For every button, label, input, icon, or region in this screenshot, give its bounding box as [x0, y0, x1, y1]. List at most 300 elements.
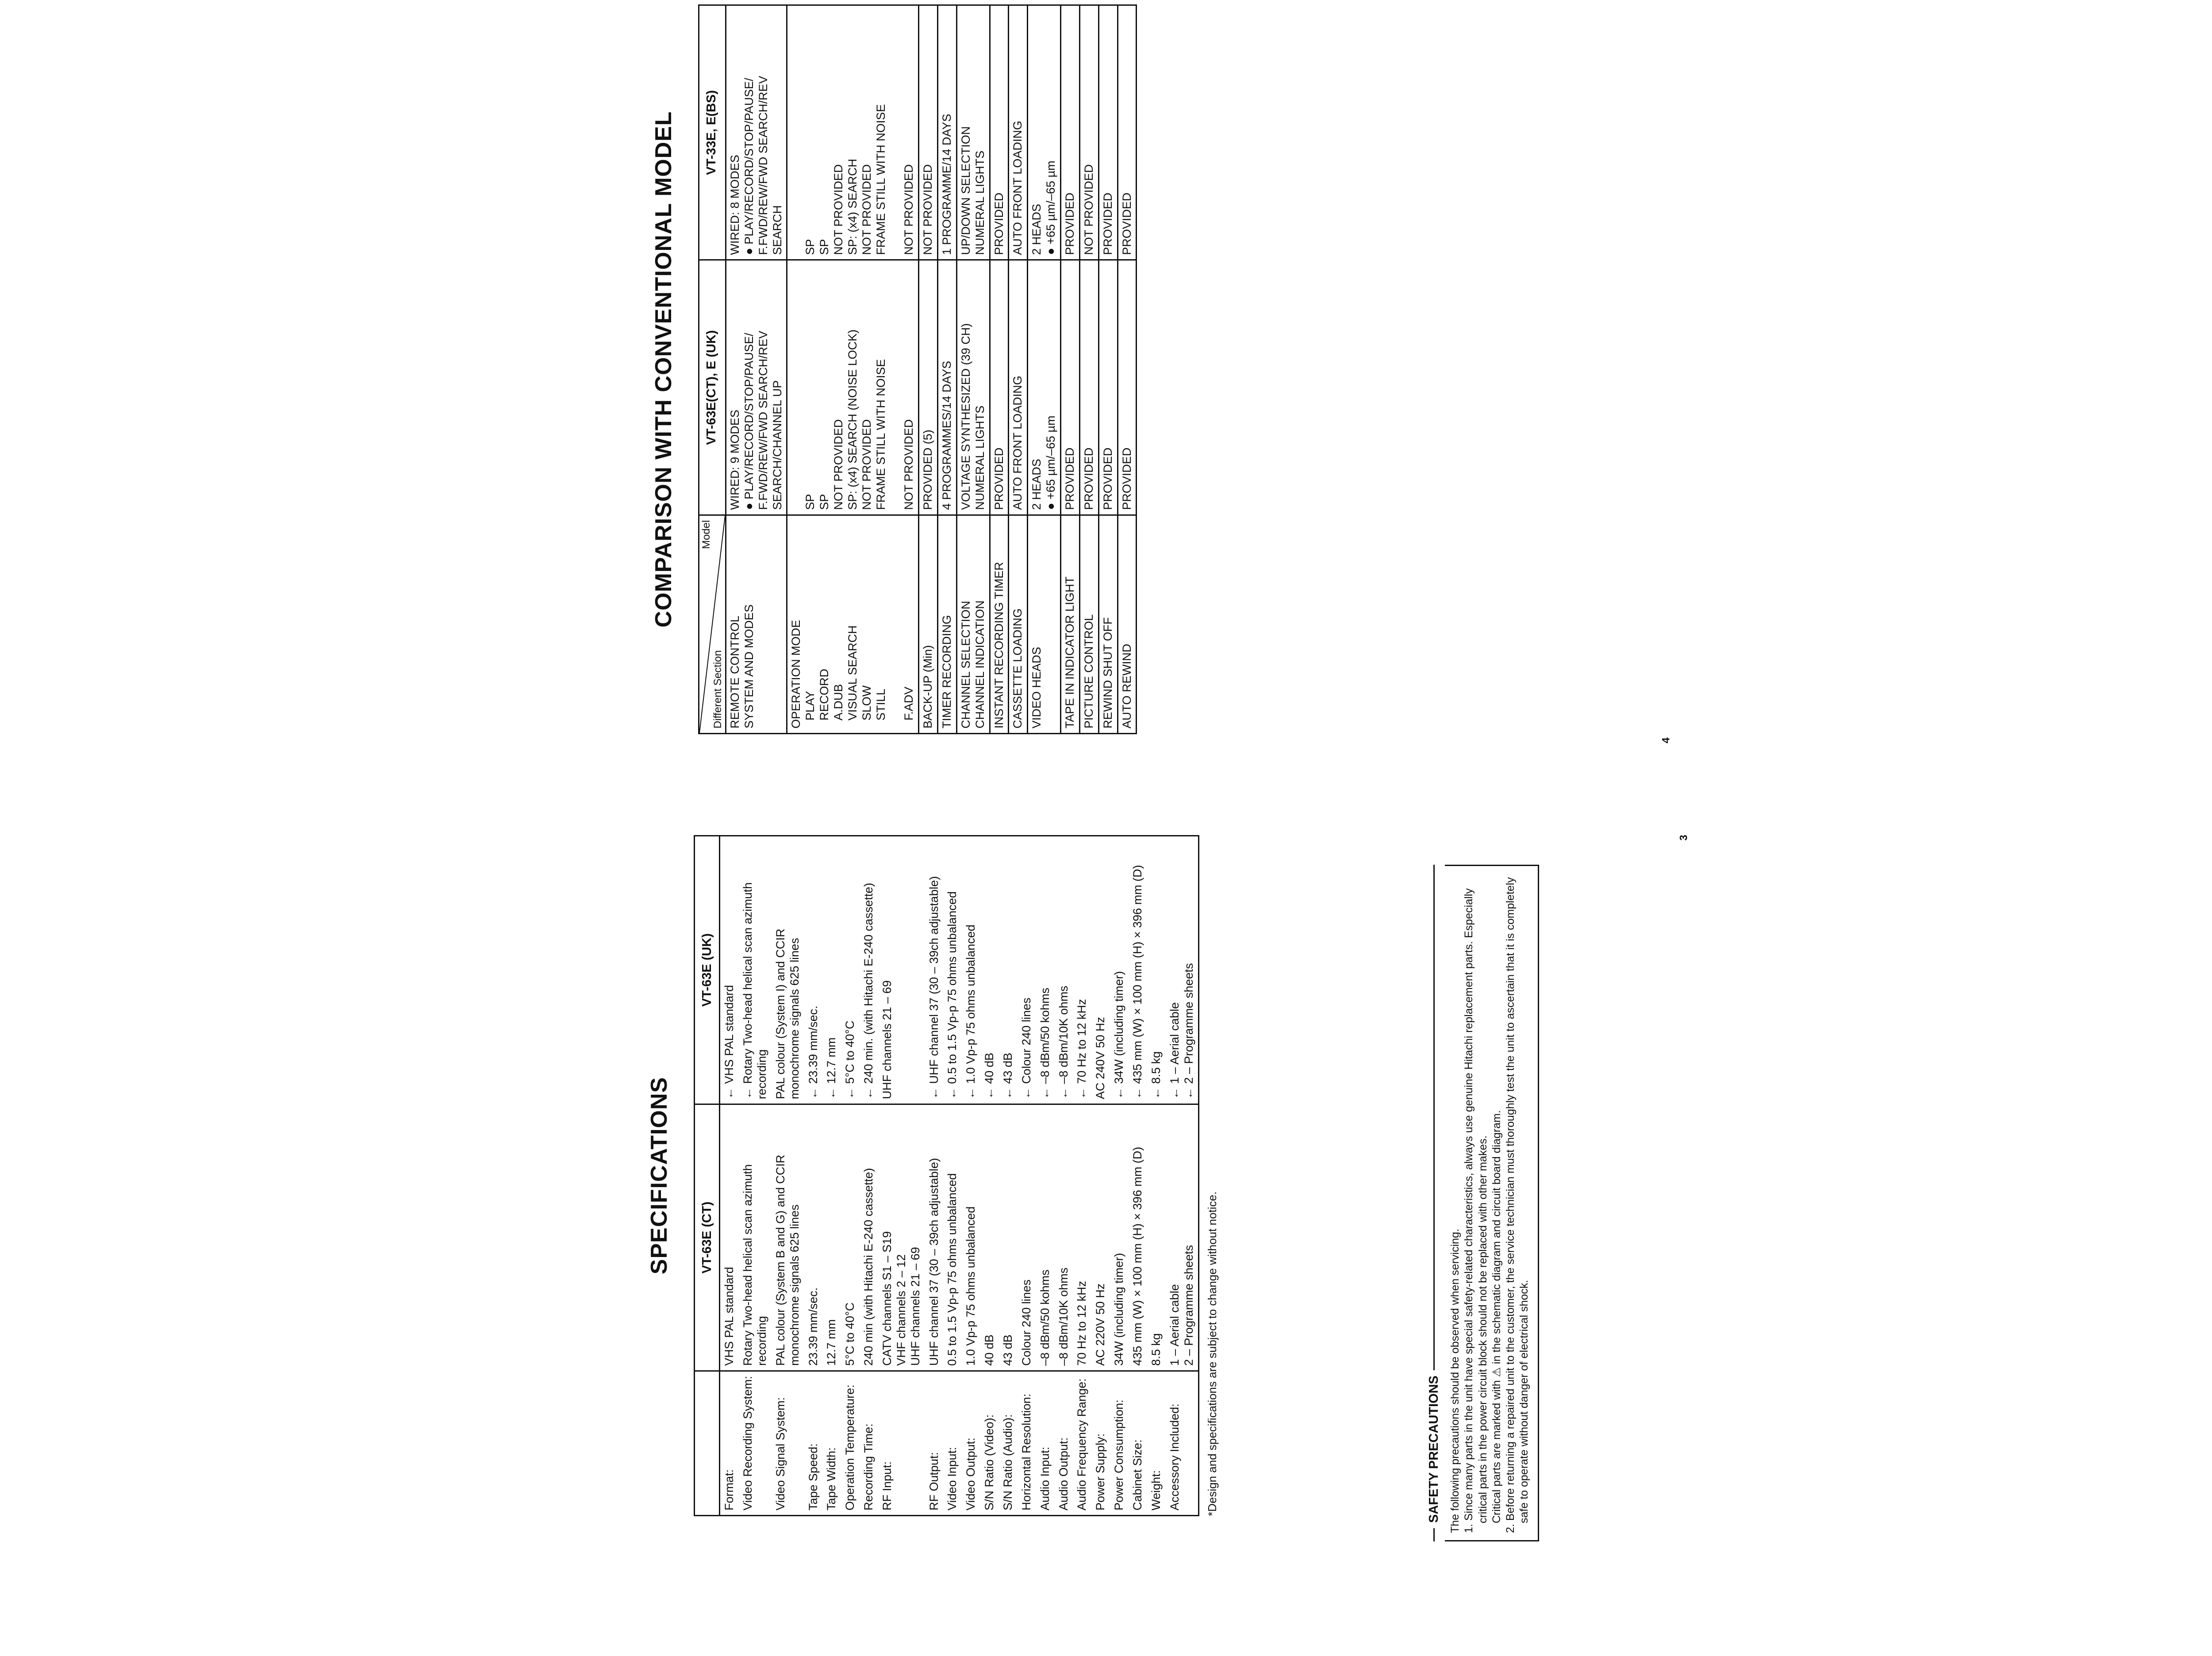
spec-value-uk [962, 836, 980, 1104]
spec-value-ct-line: Colour 240 lines [1019, 1279, 1033, 1366]
comparison-value-col2 [787, 5, 919, 260]
spec-value-ct-line: VHS PAL standard [722, 1267, 736, 1366]
spec-label [1073, 1371, 1091, 1515]
comparison-table [698, 4, 1137, 734]
spec-row [980, 836, 999, 1516]
comparison-value-col2-line: PROVIDED [992, 192, 1006, 255]
comparison-section [990, 515, 1009, 733]
comparison-value-col1-line: NOT PROVIDED [860, 419, 873, 510]
spec-value-ct [739, 1104, 772, 1371]
comparison-row [787, 5, 919, 734]
comparison-value-col2-line: NOT PROVIDED [832, 164, 845, 255]
comparison-value-col2-line: NOT PROVIDED [1082, 164, 1095, 255]
spec-row [841, 836, 860, 1516]
comparison-value-col1 [1118, 260, 1137, 515]
spec-value-uk-line [895, 841, 909, 1099]
comparison-section-line: CASSETTE LOADING [1011, 608, 1025, 728]
spec-label-line: Tape Width: [825, 1447, 838, 1510]
comparison-section-line: TAPE IN INDICATOR LIGHT [1063, 576, 1077, 728]
comparison-value-col1 [1061, 260, 1080, 515]
comparison-value-col1 [726, 260, 787, 515]
safety-title-row [1427, 865, 1441, 1541]
spec-value-ct-line: 1 – Aerial cable [1167, 1284, 1181, 1366]
spec-value-ct-line: 34W (including timer) [1112, 1253, 1126, 1366]
spec-value-ct-line: 2 – Programme sheets [1182, 1245, 1195, 1366]
comparison-value-col2-line: PROVIDED [1063, 192, 1077, 255]
spec-label-line: S/N Ratio (Audio): [1001, 1414, 1014, 1510]
spec-value-ct-line: –8 dBm/50 kohms [1038, 1269, 1052, 1366]
spec-value-ct [878, 1104, 925, 1371]
spec-note: *Design and specifications are subject to change without notice. [1206, 1191, 1219, 1516]
spec-value-uk-line: ← 435 mm (W) × 100 mm (H) × 396 mm (D) [1130, 865, 1144, 1100]
spec-value-uk-line: ← Rotary Two-head helical scan azimuth [741, 882, 755, 1100]
spec-value-ct-line: –8 dBm/10K ohms [1056, 1267, 1070, 1366]
safety-item-1: 1. Since many parts in the unit have special safety-related characteristics, always use genuine Hitachi replacement parts. Especially critical parts in the power circuit block should not be replaced with other makes. [1463, 888, 1489, 1533]
comparison-value-col1 [787, 260, 919, 515]
comparison-value-col2 [1098, 5, 1118, 260]
spec-value-uk-line: ← 240 min. (with Hitachi E-240 cassette) [862, 882, 876, 1100]
spec-value-uk [1110, 836, 1129, 1104]
spec-value-ct-line: VHF channels 2 – 12 [894, 1254, 908, 1366]
spec-value-ct [943, 1104, 962, 1371]
comparison-section [1118, 515, 1137, 733]
comparison-value-col2-line [888, 10, 902, 255]
comparison-value-col1-line: SP: (x4) SEARCH (NOISE LOCK) [845, 329, 859, 510]
comparison-value-col1-line [789, 265, 803, 510]
spec-label-line: Accessory Included: [1167, 1403, 1181, 1510]
comparison-value-col1-line: PROVIDED [992, 447, 1006, 510]
comparison-section-line: BACK-UP (Min) [921, 645, 935, 728]
spec-value-ct [1147, 1104, 1166, 1371]
spec-value-uk [999, 836, 1018, 1104]
safety-item-1b: Critical parts are marked with ⚠ in the schematic diagram and circuit board diagram. [1490, 1110, 1503, 1523]
spec-label-line: RF Output: [927, 1452, 941, 1510]
comparison-value-col2 [1118, 5, 1137, 260]
header-model-label: Model [700, 520, 712, 549]
spec-label [1110, 1371, 1129, 1515]
comparison-value-col2-line: AUTO FRONT LOADING [1011, 120, 1025, 255]
spec-value-uk-line: monochrome signals 625 lines [787, 938, 801, 1100]
spec-value-ct [1036, 1104, 1055, 1371]
comparison-value-col1 [1079, 260, 1098, 515]
spec-value-uk-line: UHF channels 21 – 69 [880, 980, 894, 1100]
spec-label-line: RF Input: [880, 1461, 894, 1510]
spec-value-ct-line: PAL colour (System B and G) and CCIR [773, 1154, 787, 1366]
comparison-row [956, 5, 990, 734]
comparison-value-col2-line: ● +65 µm/–65 µm [1044, 161, 1058, 255]
spec-row [962, 836, 980, 1516]
spec-value-ct [1110, 1104, 1129, 1371]
comparison-value-col2 [726, 5, 787, 260]
comparison-section-line: REMOTE CONTROL [728, 615, 741, 728]
comparison-value-col2-line: 1 PROGRAMME/14 DAYS [940, 114, 954, 255]
spec-value-uk [980, 836, 999, 1104]
comparison-section [787, 515, 919, 733]
comparison-value-col2 [990, 5, 1009, 260]
spec-value-uk-line: ← 12.7 mm [825, 1037, 838, 1100]
spec-label-line: Audio Frequency Range: [1075, 1378, 1089, 1510]
spec-label [878, 1371, 925, 1515]
spec-value-uk [1129, 836, 1147, 1104]
spec-value-ct [980, 1104, 999, 1371]
comparison-section [1061, 515, 1080, 733]
comparison-value-col1-line: PROVIDED [1082, 447, 1095, 510]
comparison-value-col2-line: NOT PROVIDED [860, 164, 873, 255]
spec-value-uk-line: ← 2 – Programme sheets [1182, 963, 1195, 1100]
comparison-value-col2-line: F.FWD/REW/FWD SEARCH/REV [756, 76, 770, 255]
comparison-value-col1 [919, 260, 938, 515]
page-number-right: 4 [1660, 737, 1672, 744]
comparison-value-col2-line: WIRED: 8 MODES [728, 154, 741, 255]
spec-row [804, 836, 823, 1516]
spec-value-uk-line: ← 23.39 mm/sec. [806, 1005, 820, 1100]
comparison-value-col1 [1028, 260, 1061, 515]
comparison-value-col2-line: ● PLAY/RECORD/STOP/PAUSE/ [742, 78, 756, 255]
comparison-value-col1-line: PROVIDED [1063, 447, 1077, 510]
spec-value-uk [1018, 836, 1036, 1104]
comparison-value-col2 [1061, 5, 1080, 260]
comparison-value-col2-line: SEARCH [770, 205, 784, 255]
spec-value-uk [739, 836, 772, 1104]
spec-row [1110, 836, 1129, 1516]
spec-value-ct-line: 43 dB [1001, 1334, 1014, 1366]
comparison-value-col2-line: PROVIDED [1101, 192, 1114, 255]
spec-label [925, 1371, 944, 1515]
spec-row [1129, 836, 1147, 1516]
comparison-value-col2-line: UP/DOWN SELECTION [959, 126, 972, 255]
spec-label [1036, 1371, 1055, 1515]
spec-value-uk [943, 836, 962, 1104]
comparison-section-line: CHANNEL INDICATION [973, 600, 987, 728]
spec-value-uk-line: ← 70 Hz to 12 kHz [1075, 999, 1089, 1100]
spec-value-ct-line: 12.7 mm [825, 1319, 838, 1366]
spec-value-ct [822, 1104, 841, 1371]
comparison-value-col2 [1028, 5, 1061, 260]
spec-row [1091, 836, 1110, 1516]
spec-value-uk [1073, 836, 1091, 1104]
comparison-value-col1-line: NOT PROVIDED [832, 419, 845, 510]
spec-label [1147, 1371, 1166, 1515]
comparison-row [938, 5, 957, 734]
spec-value-ct [720, 1104, 739, 1371]
spec-value-ct [772, 1104, 804, 1371]
spec-label [980, 1371, 999, 1515]
spec-value-uk [1166, 836, 1199, 1104]
comparison-row [1098, 5, 1118, 734]
spec-value-ct-line: 23.39 mm/sec. [806, 1287, 820, 1366]
comparison-value-col2 [956, 5, 990, 260]
spec-value-ct-line: 0.5 to 1.5 Vp-p 75 ohms unbalanced [945, 1173, 959, 1366]
spec-label-line: Video Signal System: [773, 1397, 787, 1510]
spec-label [804, 1371, 823, 1515]
spec-label [943, 1371, 962, 1515]
comparison-header-col2: VT-33E, E(BS) [699, 5, 726, 260]
spec-value-uk-line: ← 34W (including timer) [1112, 971, 1126, 1100]
spec-label-line: Power Consumption: [1112, 1399, 1126, 1510]
comparison-value-col1-line: PROVIDED (5) [921, 429, 935, 510]
comparison-value-col2 [919, 5, 938, 260]
spec-label-line: Audio Input: [1038, 1446, 1052, 1510]
spec-label-line: Tape Speed: [806, 1443, 820, 1510]
spec-label [720, 1371, 739, 1515]
comparison-row [1079, 5, 1098, 734]
spec-value-ct [841, 1104, 860, 1371]
spec-value-ct [1055, 1104, 1073, 1371]
spec-value-ct [925, 1104, 944, 1371]
spec-header-ct: VT-63E (CT) [695, 1104, 720, 1371]
spec-value-uk-line: ← 40 dB [983, 1053, 996, 1100]
comparison-section [919, 515, 938, 733]
spec-body [720, 836, 1199, 1516]
comparison-value-col1-line: NUMERAL LIGHTS [973, 405, 987, 510]
spec-label-line: Horizontal Resolution: [1019, 1393, 1033, 1510]
spec-value-uk-line: ← –8 dBm/50 kohms [1038, 987, 1052, 1100]
spec-value-ct [1091, 1104, 1110, 1371]
spec-value-uk [822, 836, 841, 1104]
comparison-value-col2-line: NUMERAL LIGHTS [973, 150, 987, 255]
spec-label [1055, 1371, 1073, 1515]
spec-row [1166, 836, 1199, 1516]
comparison-section-line: VISUAL SEARCH [845, 625, 859, 721]
spec-value-uk [772, 836, 804, 1104]
spec-value-uk [1091, 836, 1110, 1104]
comparison-value-col1-line: 4 PROGRAMMES/14 DAYS [940, 360, 954, 510]
safety-intro: The following precautions should be observed when servicing. [1449, 1229, 1461, 1533]
spec-label [962, 1371, 980, 1515]
comparison-value-col2-line: NOT PROVIDED [902, 164, 916, 255]
comparison-section [1098, 515, 1118, 733]
spec-value-uk-line [909, 841, 923, 1099]
comparison-value-col1 [938, 260, 957, 515]
comparison-value-col2-line: NOT PROVIDED [921, 164, 935, 255]
comparison-value-col1-line: AUTO FRONT LOADING [1011, 376, 1025, 510]
comparison-section [956, 515, 990, 733]
comparison-section-line: RECORD [818, 668, 831, 721]
safety-item-2: 2. Before returning a repaired unit to the customer, the service technician must thoroughly test the unit to ascertain that it is completely safe to operate without danger of electrical shock. [1504, 877, 1531, 1533]
comparison-section-line: VIDEO HEADS [1030, 647, 1044, 728]
comparison-value-col1 [956, 260, 990, 515]
comparison-section-line: TIMER RECORDING [940, 615, 954, 728]
spec-label [999, 1371, 1018, 1515]
comparison-row [919, 5, 938, 734]
spec-value-uk [1055, 836, 1073, 1104]
comparison-value-col2-line: FRAME STILL WITH NOISE [874, 104, 887, 255]
comparison-row [1061, 5, 1080, 734]
spec-label [822, 1371, 841, 1515]
spec-value-uk-line: ← 5°C to 40°C [843, 1020, 857, 1100]
spec-value-ct-line: 5°C to 40°C [843, 1302, 857, 1366]
comparison-value-col2-line: 2 HEADS [1030, 203, 1044, 255]
spec-value-uk-line: ← –8 dBm/10K ohms [1056, 985, 1070, 1100]
spec-value-ct-line: 240 min (with Hitachi E-240 cassette) [862, 1168, 876, 1366]
comparison-value-col1 [990, 260, 1009, 515]
spec-label-line: Video Recording System: [741, 1376, 755, 1510]
spec-value-ct [804, 1104, 823, 1371]
comparison-value-col1-line: SP [818, 494, 831, 510]
spec-label-line: S/N Ratio (Video): [983, 1414, 996, 1510]
comparison-section-line: AUTO REWIND [1120, 644, 1133, 728]
comparison-value-col2-line: SP [818, 239, 831, 255]
comparison-section [1079, 515, 1098, 733]
spec-label [1166, 1371, 1199, 1515]
spec-value-ct-line: monochrome signals 625 lines [787, 1204, 801, 1366]
spec-label-line: Recording Time: [862, 1423, 876, 1510]
comparison-section-line: PLAY [803, 690, 817, 721]
spec-value-ct-line: UHF channels 21 – 69 [908, 1247, 922, 1366]
comparison-value-col1-line: SP [803, 494, 817, 510]
comparison-value-col1-line: WIRED: 9 MODES [728, 410, 741, 510]
comparison-section-line: STILL [874, 688, 887, 721]
spec-value-uk-line: ← 43 dB [1001, 1053, 1014, 1100]
safety-box [1445, 865, 1539, 1541]
specifications-table [694, 835, 1199, 1516]
spec-value-ct-line: recording [755, 1316, 768, 1366]
spec-value-uk-line: ← Colour 240 lines [1019, 997, 1033, 1100]
spec-value-uk [860, 836, 878, 1104]
spec-row [720, 836, 739, 1516]
spec-value-ct-line: 70 Hz to 12 kHz [1075, 1280, 1089, 1366]
spec-row [1073, 836, 1091, 1516]
spec-value-uk [841, 836, 860, 1104]
comparison-section-line: OPERATION MODE [789, 620, 803, 728]
comparison-section-line: SYSTEM AND MODES [742, 604, 756, 728]
comparison-section-line: REWIND SHUT OFF [1101, 617, 1114, 728]
spec-value-uk-line: PAL colour (System I) and CCIR [773, 928, 787, 1100]
spec-value-uk [804, 836, 823, 1104]
spec-label-line: Format: [722, 1469, 736, 1510]
comparison-value-col1-line: SEARCH/CHANNEL UP [770, 380, 784, 510]
comparison-section [1028, 515, 1061, 733]
comparison-value-col1-line: F.FWD/REW/FWD SEARCH/REV [756, 330, 770, 510]
spec-value-ct [1018, 1104, 1036, 1371]
spec-value-uk [878, 836, 925, 1104]
spec-row [1055, 836, 1073, 1516]
spec-header-uk: VT-63E (UK) [695, 836, 720, 1104]
spec-row [822, 836, 841, 1516]
spec-label [1129, 1371, 1147, 1515]
spec-row [739, 836, 772, 1516]
page-number-left: 3 [1678, 835, 1690, 841]
safety-section [1427, 865, 1595, 1541]
spec-value-ct [860, 1104, 878, 1371]
comparison-value-col1-line: VOLTAGE SYNTHESIZED (39 CH) [959, 323, 972, 510]
spec-value-ct [962, 1104, 980, 1371]
comparison-header-diagonal [699, 515, 726, 733]
comparison-value-col1 [1009, 260, 1028, 515]
spec-value-ct [1073, 1104, 1091, 1371]
spec-label [841, 1371, 860, 1515]
spec-value-ct [1166, 1104, 1199, 1371]
comparison-section [1009, 515, 1028, 733]
spec-value-ct-line: 435 mm (W) × 100 mm (H) × 396 mm (D) [1130, 1146, 1144, 1366]
spec-value-ct-line: AC 220V 50 Hz [1094, 1283, 1107, 1366]
comparison-value-col2 [938, 5, 957, 260]
spec-value-uk-line: recording [755, 1049, 768, 1100]
spec-row [878, 836, 925, 1516]
spec-value-ct-line: 40 dB [983, 1334, 996, 1366]
header-section-label: Different Section [711, 650, 724, 728]
spec-value-uk-line: ← 8.5 kg [1149, 1051, 1163, 1100]
spec-label-line: Audio Output: [1056, 1437, 1070, 1510]
spec-value-ct-line: 1.0 Vp-p 75 ohms unbalanced [964, 1206, 978, 1366]
spec-row [772, 836, 804, 1516]
spec-row [1018, 836, 1036, 1516]
comparison-section-line: A.DUB [832, 684, 845, 721]
spec-value-uk [1036, 836, 1055, 1104]
spec-value-uk [925, 836, 944, 1104]
spec-label-line: Power Supply: [1094, 1433, 1107, 1510]
safety-rule-left [1433, 1528, 1435, 1541]
comparison-section-line: INSTANT RECORDING TIMER [992, 562, 1006, 728]
comparison-section-line: SLOW [860, 685, 873, 721]
comparison-value-col1-line: FRAME STILL WITH NOISE [874, 359, 887, 510]
comparison-section [726, 515, 787, 733]
comparison-row [1118, 5, 1137, 734]
comparison-value-col1-line: PROVIDED [1120, 447, 1133, 510]
comparison-value-col1 [1098, 260, 1118, 515]
comparison-title: COMPARISON WITH CONVENTIONAL MODEL [651, 111, 676, 628]
comparison-row [990, 5, 1009, 734]
spec-label [739, 1371, 772, 1515]
spec-value-uk-line: ← UHF channel 37 (30 – 39ch adjustable) [927, 876, 941, 1100]
safety-title: SAFETY PRECAUTIONS [1427, 1375, 1441, 1523]
comparison-value-col1-line [888, 265, 902, 510]
comparison-page [650, 4, 1270, 734]
safety-rule-right [1433, 865, 1435, 1370]
comparison-section-line: CHANNEL SELECTION [959, 601, 972, 728]
comparison-section-line: PICTURE CONTROL [1082, 614, 1095, 728]
spec-value-uk-line: ← VHS PAL standard [722, 985, 736, 1100]
comparison-value-col2-line: SP [803, 239, 817, 255]
spec-value-ct [1129, 1104, 1147, 1371]
comparison-section-line: F.ADV [902, 686, 916, 721]
spec-value-ct-line: 8.5 kg [1149, 1333, 1163, 1366]
spec-label [1018, 1371, 1036, 1515]
comparison-header-col1: VT-63E(CT), E (UK) [699, 260, 726, 515]
spec-value-uk [720, 836, 739, 1104]
spec-value-ct-line: CATV channels S1 – S19 [880, 1231, 894, 1366]
spec-header-blank [695, 1371, 720, 1515]
spec-label-line: Video Input: [945, 1447, 959, 1510]
comparison-value-col1-line: NOT PROVIDED [902, 419, 916, 510]
specifications-page [646, 835, 1354, 1516]
comparison-value-col1-line: ● PLAY/RECORD/STOP/PAUSE/ [742, 333, 756, 510]
spec-row [1036, 836, 1055, 1516]
comparison-value-col1-line: 2 HEADS [1030, 459, 1044, 510]
spec-label-line: Cabinet Size: [1130, 1439, 1144, 1510]
spec-label [860, 1371, 878, 1515]
comparison-row [726, 5, 787, 734]
comparison-section [938, 515, 957, 733]
comparison-value-col2 [1079, 5, 1098, 260]
comparison-value-col2-line: PROVIDED [1120, 192, 1133, 255]
spec-label [772, 1371, 804, 1515]
spec-row [943, 836, 962, 1516]
spec-row [925, 836, 944, 1516]
spec-row [860, 836, 878, 1516]
spec-value-ct-line: UHF channel 37 (30 – 39ch adjustable) [927, 1158, 941, 1366]
spec-label [1091, 1371, 1110, 1515]
comparison-value-col2-line: SP: (x4) SEARCH [845, 158, 859, 255]
spec-value-ct-line: Rotary Two-head helical scan azimuth [741, 1164, 755, 1366]
spec-label-line: Weight: [1149, 1470, 1163, 1510]
comparison-body [726, 5, 1137, 734]
comparison-row [1009, 5, 1028, 734]
comparison-value-col1-line: ● +65 µm/–65 µm [1044, 415, 1058, 510]
spec-value-uk [1147, 836, 1166, 1104]
spec-value-uk-line: ← 0.5 to 1.5 Vp-p 75 ohms unbalanced [945, 891, 959, 1100]
spec-value-uk-line: AC 240V 50 Hz [1094, 1016, 1107, 1100]
